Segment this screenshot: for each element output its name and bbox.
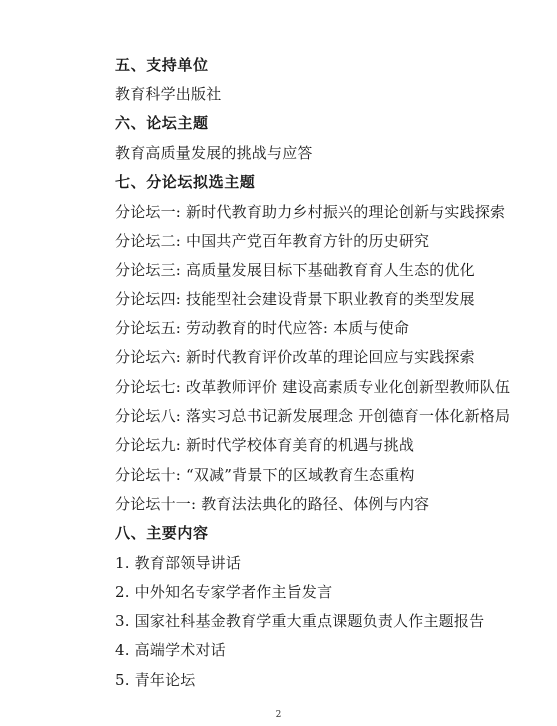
content-item: 2. 中外知名专家学者作主旨发言 bbox=[115, 583, 333, 601]
subforum-item: 分论坛三: 高质量发展目标下基础教育育人生态的优化 bbox=[115, 261, 475, 279]
section-heading-theme: 六、论坛主题 bbox=[115, 114, 209, 132]
page-number: 2 bbox=[275, 710, 282, 720]
subforum-item: 分论坛十: “双减”背景下的区域教育生态重构 bbox=[115, 466, 415, 484]
subforum-item: 分论坛七: 改革教师评价 建设高素质专业化创新型教师队伍 bbox=[115, 378, 511, 396]
support-unit-text: 教育科学出版社 bbox=[115, 85, 222, 103]
content-item: 5. 青年论坛 bbox=[115, 671, 196, 689]
content-item: 3. 国家社科基金教育学重大重点课题负责人作主题报告 bbox=[115, 612, 485, 630]
section-heading-content: 八、主要内容 bbox=[115, 524, 209, 542]
content-item: 1. 教育部领导讲话 bbox=[115, 554, 242, 572]
subforum-item: 分论坛八: 落实习总书记新发展理念 开创德育一体化新格局 bbox=[115, 407, 511, 425]
content-item: 4. 高端学术对话 bbox=[115, 641, 226, 659]
forum-theme-text: 教育高质量发展的挑战与应答 bbox=[115, 144, 313, 162]
subforum-item: 分论坛十一: 教育法法典化的路径、体例与内容 bbox=[115, 495, 430, 513]
subforum-item: 分论坛五: 劳动教育的时代应答: 本质与使命 bbox=[115, 319, 410, 337]
subforum-item: 分论坛九: 新时代学校体育美育的机遇与挑战 bbox=[115, 436, 415, 454]
section-heading-support: 五、支持单位 bbox=[115, 56, 209, 74]
subforum-item: 分论坛四: 技能型社会建设背景下职业教育的类型发展 bbox=[115, 290, 475, 308]
subforum-item: 分论坛六: 新时代教育评价改革的理论回应与实践探索 bbox=[115, 348, 475, 366]
subforum-item: 分论坛一: 新时代教育助力乡村振兴的理论创新与实践探索 bbox=[115, 203, 506, 221]
section-heading-subforums: 七、分论坛拟选主题 bbox=[115, 173, 256, 191]
subforum-item: 分论坛二: 中国共产党百年教育方针的历史研究 bbox=[115, 232, 430, 250]
